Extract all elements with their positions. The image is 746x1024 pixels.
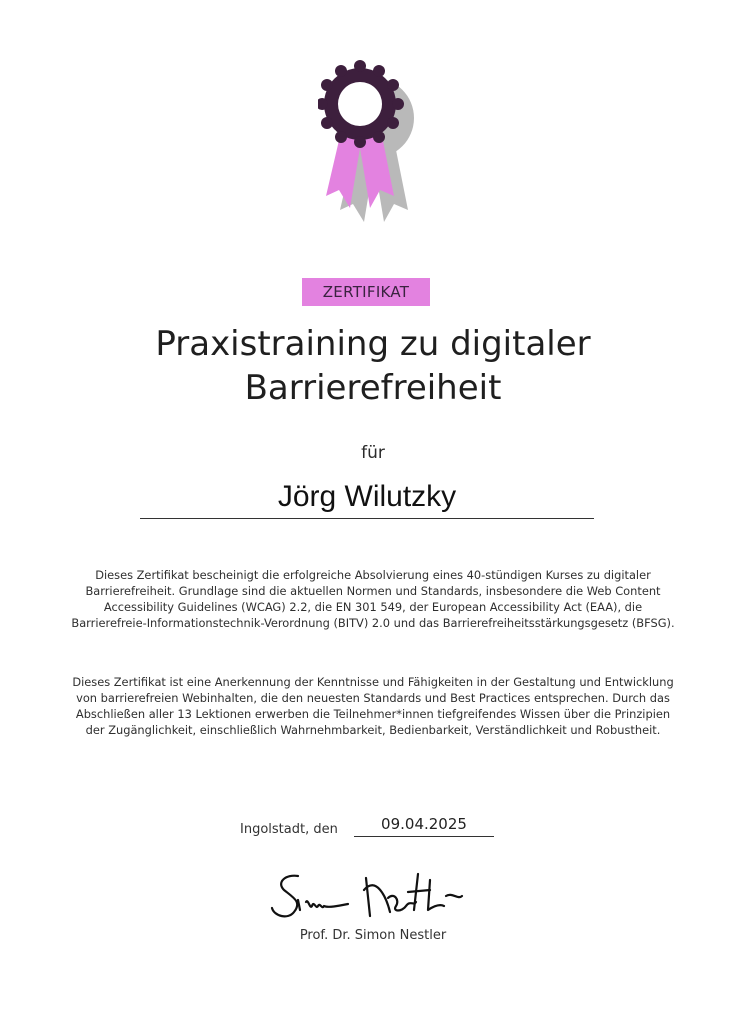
award-ribbon-icon: [318, 58, 428, 230]
signer-name: Prof. Dr. Simon Nestler: [299, 928, 447, 943]
date-underline: [354, 836, 494, 837]
issue-date: 09.04.2025: [381, 815, 467, 833]
signature-image: [268, 866, 468, 924]
certificate-badge: ZERTIFIKAT: [302, 278, 430, 306]
certificate-paragraph-1: Dieses Zertifikat bescheinigt die erfolgreiche Absolvierung eines 40-stündigen Kurses zu digitaler Barrierefreiheit. Grundlage sind die aktuellen Normen und Standards, insbesondere die Web Content Accessibility Guidelines (WCAG) 2.2, die EN 301 549, der European Accessibility Act (EAA), die Barrierefreie-Informationstechnik-Verordnung (BITV) 2.0 und das Barrierefreiheitsstärkungsgesetz (BFSG).: [71, 568, 675, 630]
certificate-title: Praxistraining zu digitaler Barrierefreiheit: [155, 324, 591, 408]
recipient-name: Jörg Wilutzky: [277, 480, 457, 513]
recipient-underline: [140, 518, 594, 519]
place-label: Ingolstadt, den: [240, 822, 338, 837]
certificate-paragraph-2: Dieses Zertifikat ist eine Anerkennung der Kenntnisse und Fähigkeiten in der Gestaltung und Entwicklung von barrierefreien Webinhalten, die den neuesten Standards und Best Practices entsprechen. Durch das Abschließen aller 13 Lektionen erwerben die Teilnehmer*innen tiefgreifendes Wissen über die Prinzipien der Zugänglichkeit, einschließlich Wahrnehmbarkeit, Bedienbarkeit, Verständlichkeit und Robustheit.: [72, 675, 674, 737]
for-label: für: [361, 443, 385, 463]
